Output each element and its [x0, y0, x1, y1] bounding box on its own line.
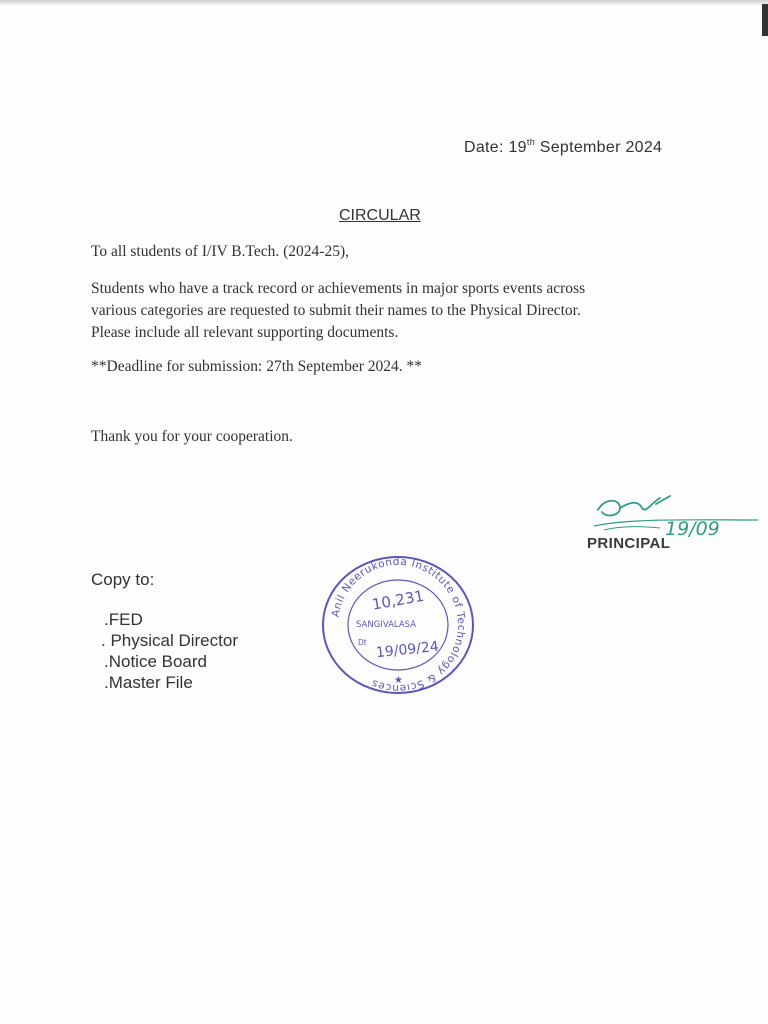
stamp-date: 19/09/24	[375, 638, 440, 662]
stamp-star-icon: ★	[394, 675, 403, 686]
body-line-1: Students who have a track record or achievements in major sports events across	[91, 280, 586, 297]
copy-to-item-fed: .FED	[104, 610, 143, 629]
stamp-institute-name: Anil Neerukonda Institute of Technology & Sciences	[329, 555, 468, 695]
body-line-2: various categories are requested to submit their names to the Physical Director.	[91, 302, 581, 319]
stamp-place: SANGIVALASA	[356, 620, 417, 630]
scan-right-edge	[762, 4, 768, 36]
closing-line: Thank you for your cooperation.	[91, 428, 293, 445]
circular-title: CIRCULAR	[339, 207, 421, 224]
principal-label: PRINCIPAL	[587, 535, 671, 552]
salutation: To all students of I/IV B.Tech. (2024-25),	[91, 243, 349, 260]
date-prefix: Date: 19	[464, 139, 527, 156]
copy-to-item-master-file: .Master File	[104, 673, 193, 692]
circular-date	[464, 137, 662, 157]
body-line-3: Please include all relevant supporting documents.	[91, 324, 399, 341]
scan-top-edge	[0, 0, 768, 5]
institute-stamp	[318, 553, 478, 698]
signature-date: 19/09	[665, 518, 720, 540]
stamp-dt-label: Dt	[358, 638, 367, 647]
deadline-line: **Deadline for submission: 27th September 2024. **	[91, 358, 423, 375]
date-suffix: September 2024	[535, 139, 663, 156]
copy-to-item-notice-board: .Notice Board	[104, 652, 207, 671]
stamp-number: 10,231	[370, 586, 426, 614]
date-superscript: th	[526, 137, 535, 147]
copy-to-item-physical-director: . Physical Director	[101, 631, 238, 650]
copy-to-label: Copy to:	[91, 570, 155, 589]
